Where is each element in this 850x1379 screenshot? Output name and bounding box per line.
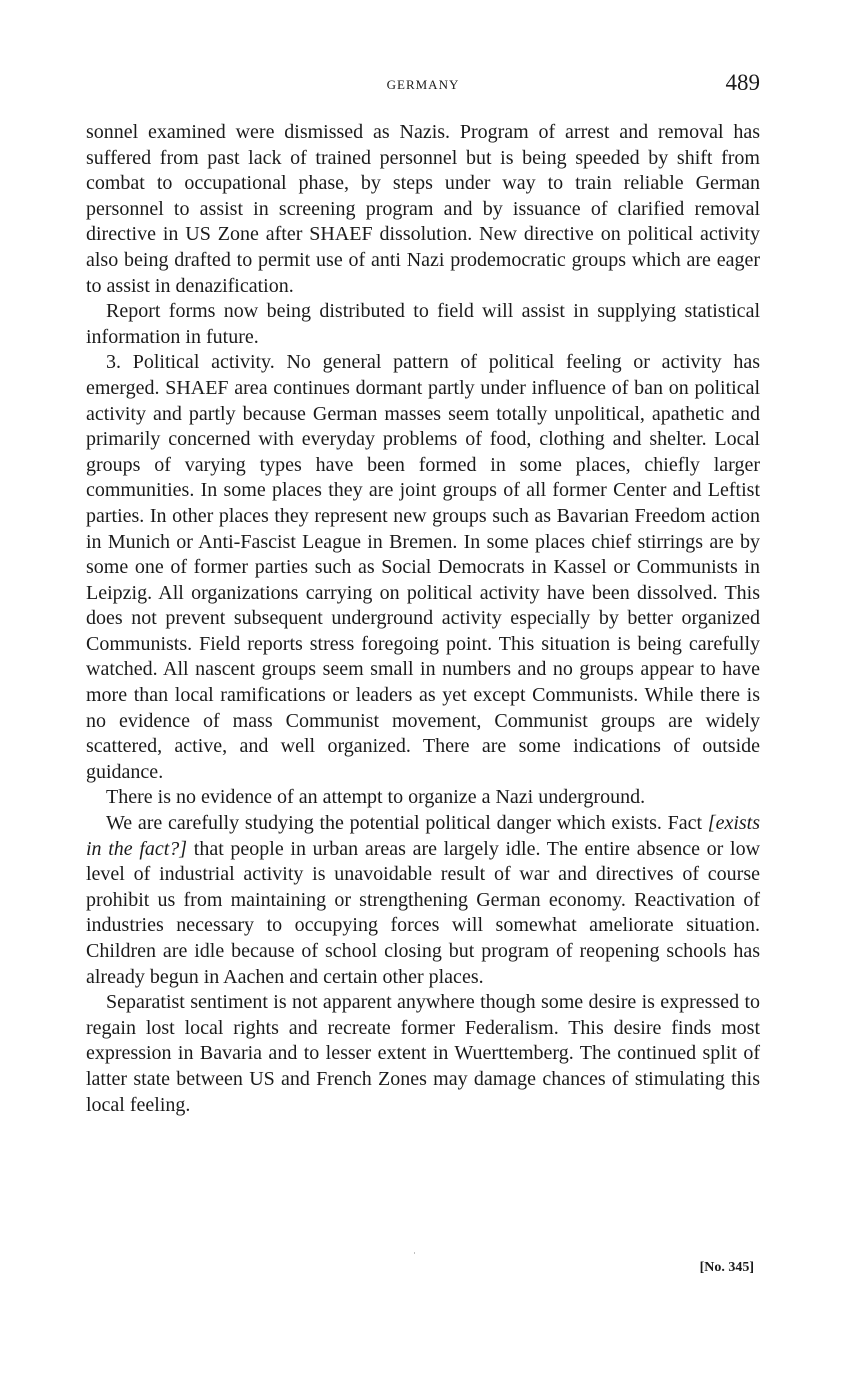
page-number: 489: [725, 70, 760, 95]
paragraph-political-danger-start: We are carefully studying the potential political danger which exists. Fact: [106, 812, 708, 835]
paragraph-report-forms: Report forms now being distributed to field will assist in supplying statistical information in future.: [86, 300, 760, 348]
paragraph-political-danger: [86, 811, 760, 990]
section-title: GERMANY: [386, 77, 460, 92]
paragraph-continuation: sonnel examined were dismissed as Nazis. Program of arrest and removal has suffered from past lack of trained personnel but is being speeded by shift from combat to occupational phase, by steps under way to train reliable German personnel to assist in screening program and by issuance of clarified removal directive in US Zone after SHAEF dissolution. New directive on political activity also being drafted to permit use of anti Nazi prodemocratic groups which are eager to assist in denazification.: [86, 121, 760, 297]
editorial-note: [exists in the fact?]: [86, 812, 760, 860]
document-reference: [No. 345]: [699, 1260, 754, 1275]
print-mark: [414, 1252, 415, 1254]
body-text: [86, 120, 760, 1118]
paragraph-no-nazi-underground: There is no evidence of an attempt to organize a Nazi underground.: [106, 786, 646, 809]
paragraph-separatist-sentiment: Separatist sentiment is not apparent anywhere though some desire is expressed to regain lost local rights and recreate former Federalism. This desire finds most expression in Bavaria and to lesser extent in Wuerttemberg. The continued split of latter state between US and French Zones may damage chances of stimulating this local feeling.: [86, 991, 760, 1116]
running-head: [86, 70, 760, 103]
paragraph-political-danger-end: that people in urban areas are largely idle. The entire absence or low level of industrial activity is unavoidable result of war and directives of course prohibit us from maintaining or strengthening German economy. Reactivation of industries necessary to occupying forces will somewhat ameliorate situation. Children are idle because of school closing but program of reopening schools has already begun in Aachen and certain other places.: [86, 837, 761, 988]
paragraph-political-activity: 3. Political activity. No general pattern of political feeling or activity has emerged. SHAEF area continues dormant partly under influence of ban on political activity and partly because German masses seem totally unpolitical, apathetic and primarily concerned with everyday problems of food, clothing and shelter. Local groups of varying types have been formed in some places, chiefly larger communities. In some places they are joint groups of all former Center and Leftist parties. In other places they represent new groups such as Bavarian Freedom action in Munich or Anti-Fascist League in Bremen. In some places chief stirrings are by some one of former parties such as Social Democrats in Kassel or Communists in Leipzig. All organizations carrying on political activity have been dissolved. This does not prevent subsequent underground activity especially by better organized Communists. Field reports stress foregoing point. This situation is being carefully watched. All nascent groups seem small in numbers and no groups appear to have more than local ramifications or leaders as yet except Communists. While there is no evidence of mass Communist movement, Communist groups are widely scattered, active, and well organized. There are some indications of outside guidance.: [86, 351, 760, 783]
